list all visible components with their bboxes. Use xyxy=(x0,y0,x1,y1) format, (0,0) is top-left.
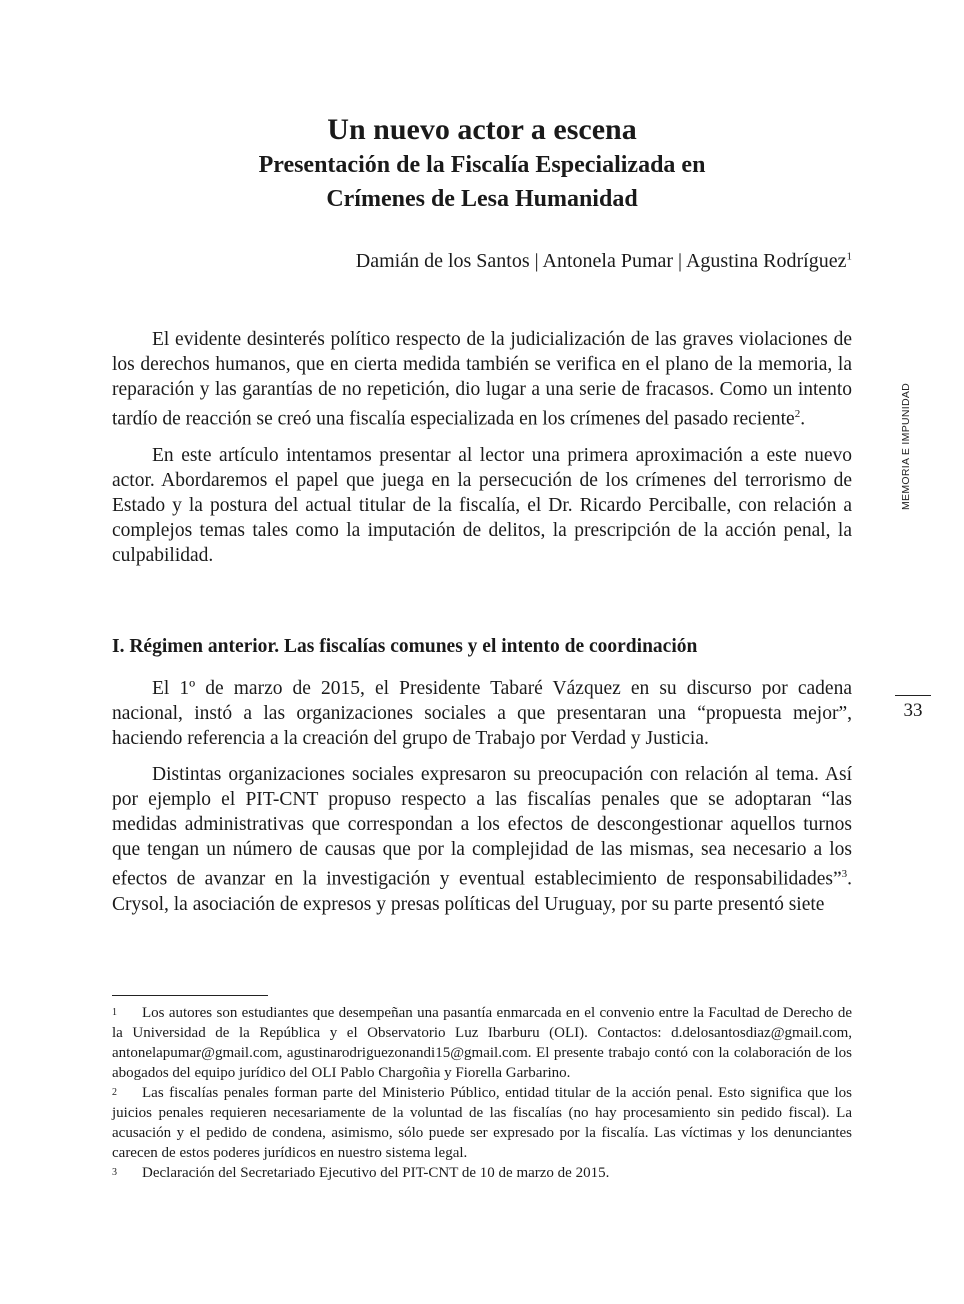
intro-paragraph-1-end: . xyxy=(800,408,806,430)
footnote-3 xyxy=(112,1163,852,1183)
section-1-paragraph-1: El 1º de marzo de 2015, el Presidente Tabaré Vázquez en su discurso por cadena nacional, instó a las organizaciones sociales a que presentaran una “propuesta mejor”, haciendo referencia a la creación del grupo de Trabajo por Verdad y Justicia. xyxy=(112,678,852,749)
footnote-text: Las fiscalías penales forman parte del Ministerio Público, entidad titular de la acción penal. Esto significa que los juicios penales requieren necesariamente de la voluntad de las fiscalías (no hay procesamiento sin pedido fiscal). La acusación y el pedido de condena, asimismo, sólo puede ser expresado por la fiscalía. Las víctimas y los denunciantes carecen de estos poderes jurídicos en nuestro sistema legal. xyxy=(112,1085,852,1161)
intro-section xyxy=(112,327,852,579)
article-subtitle-line-1: Presentación de la Fiscalía Especializada en xyxy=(258,152,706,178)
author-footnote-ref: 1 xyxy=(846,250,852,263)
page-number-rule xyxy=(895,695,931,696)
footnote-ref-2: 2 xyxy=(794,408,801,420)
section-1-paragraph-2 xyxy=(112,762,852,917)
section-1-body xyxy=(112,676,852,928)
footnote-number: 1 xyxy=(112,1007,117,1018)
article-subtitle-line-2: Crímenes de Lesa Humanidad xyxy=(326,186,638,212)
author-line xyxy=(356,250,852,273)
running-section-label: MEMORIA E IMPUNIDAD xyxy=(900,382,912,510)
article-title: Un nuevo actor a escena xyxy=(327,113,637,146)
title-block xyxy=(112,112,852,216)
section-1-paragraph-2-tail: . Crysol, la asociación de expresos y presas políticas del Uruguay, por su parte presentó siete xyxy=(112,868,852,915)
footnote-1 xyxy=(112,1003,852,1083)
footnotes xyxy=(112,1003,852,1183)
author-names: Damián de los Santos | Antonela Pumar | Agustina Rodríguez xyxy=(355,250,847,272)
footnote-2 xyxy=(112,1083,852,1163)
footnote-number: 3 xyxy=(112,1167,117,1178)
intro-paragraph-2: En este artículo intentamos presentar al lector una primera aproximación a este nuevo actor. Abordaremos el papel que juega en la persecución de los crímenes del terrorismo de Estado y la postura del actual titular de la fiscalía, el Dr. Ricardo Perciballe, con relación a complejos temas tales como la imputación de delitos, la prescripción de la acción penal, la culpabilidad. xyxy=(112,444,852,566)
section-heading: I. Régimen anterior. Las fiscalías comunes y el intento de coordinación xyxy=(112,636,698,657)
footnote-ref-3: 3 xyxy=(841,868,848,880)
footnote-separator xyxy=(112,995,268,996)
footnote-text: Declaración del Secretariado Ejecutivo del PIT-CNT de 10 de marzo de 2015. xyxy=(142,1165,610,1181)
intro-paragraph-1-text: El evidente desinterés político respecto de la judicialización de las graves violaciones de los derechos humanos, que en cierta medida también se verifica en el plano de la memoria, la reparación y las garantías de no repetición, dio lugar a una serie de fracasos. Como un intento tardío de reacción se creó una fiscalía especializada en los crímenes del pasado reciente xyxy=(112,329,852,430)
footnote-number: 2 xyxy=(112,1087,117,1098)
footnote-text: Los autores son estudiantes que desempeñan una pasantía enmarcada en el convenio entre la Facultad de Derecho de la Universidad de la República y el Observatorio Luz Ibarburu (OLI). Contactos: d.delosantosdiaz@gmail.com, antonelapumar@gmail.com, agustinarodriguezonandi15@gmail.com. El presente trabajo contó con la colaboración de los abogados del equipo jurídico del OLI Pablo Chargoñia y Fiorella Garbarino. xyxy=(112,1005,852,1081)
section-1-paragraph-2-text: Distintas organizaciones sociales expresaron su preocupación con relación al tema. Así por ejemplo el PIT-CNT propuso respecto a las fiscalías penales que se adoptaran “las medidas administrativas que correspondan a los efectos de descongestionar aquellos turnos que tengan un número de causas que por la complejidad de las mismas, sea necesario a los efectos de avanzar en la investigación y eventual establecimiento de responsabilidades” xyxy=(112,764,852,890)
intro-paragraph-1 xyxy=(112,327,852,432)
page-number: 33 xyxy=(903,700,923,721)
